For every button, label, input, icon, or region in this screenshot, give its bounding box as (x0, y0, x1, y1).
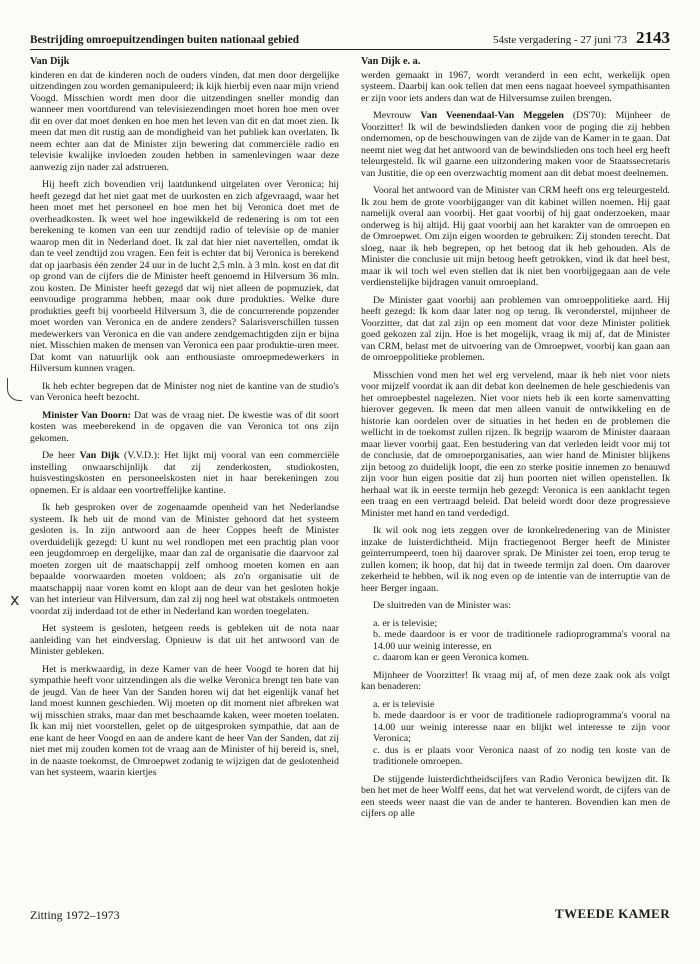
speaker-lead: De heer (42, 450, 80, 461)
paragraph: De stijgende luisterdichtheidscijfers van Radio Veronica bewijzen dit. Ik ben het met de heer Wolff eens, dat het wat vervelend wordt, de cijfers van de een steeds weer naast die van de ander te hanteren. Bovendien kan men de cijfers op alle (361, 773, 670, 819)
speech-text: (V.V.D.): Het lijkt mij vooral van een commerciële instelling onwaarschijnlijk dat zij zenderkosten, studiokosten, huisvestingskosten en personeelskosten niet in haar berekeningen zou opnemen. Er is aldaar een voortreffelijke kantine. (30, 450, 339, 496)
paragraph: Vooral het antwoord van de Minister van CRM heeft ons erg teleurgesteld. Ik zou hem de grote voorbijganger van dit kabinet willen noemen. Hij gaat namelijk overal aan voorbij. Het gaat voorbij of hij gaat onderzoeken, maar onderweg is hij altijd. Hij gaat voorbij aan het karakter van de omroepen en de Omroepwet. Om zijn eigen woorden te gebruiken: Zij stonden terecht. Dat sloeg, naar ik heb begrepen, op het betoog dat ik heb gehouden. Als de Minister die conclusie uit mijn betoog heeft getrokken, vind ik dat heel best, maar ik wil toch wel even stellen dat ik niet ben voorbijgegaan aan de vele verdienstelijke bijdragen vanuit omroepland. (361, 185, 670, 288)
list-item: c. dus is er plaats voor Veronica naast of zo nodig ten koste van de traditionele omroepen. (373, 744, 670, 767)
paragraph: Ik wil ook nog iets zeggen over de kronkelredenering van de Minister inzake de luisterdichtheid. Mijn fractiegenoot Berger heeft de Minister geïnterrumpeerd, toen hij daarover sprak. De Minister zei toen, erop terug te zullen komen; ik hoop, dat hij dat in tweede termijn zal doen. Om daarover zekerheid te hebben, wil ik nog even op de intentie van de interruptie van de heer Berger ingaan. (361, 525, 670, 594)
left-running-head: Van Dijk (30, 56, 70, 67)
footer-session: Zitting 1972–1973 (30, 908, 120, 922)
header-session: 54ste vergadering - 27 juni '73 (492, 34, 627, 46)
paragraph: De sluitreden van de Minister was: (373, 600, 511, 611)
right-column (361, 56, 670, 886)
speech-text: Dat was de vraag niet. De kwestie was of dit soort kosten was meeberekend in de opgaven die van Veronica tot ons zijn gekomen. (30, 409, 339, 444)
header-right (493, 29, 670, 46)
list-item: c. daarom kan er geen Veronica komen. (373, 652, 530, 663)
paragraph: Ik heb gesproken over de zogenaamde openheid van het Nederlandse systeem. Ik heb uit de mond van de Minister gehoord dat het systeem gesloten is. In zijn antwoord aan de heer Coppes heeft de Minister overduidelijk gezegd: U kunt nu wel rondlopen met een prachtig plan voor een jeugdomroep en dergelijke, maar dan zal de organisatie die daarvoor zal moeten zorgen uit de maatschappij zelf omhoog moeten komen en aan bepaalde voorwaarden moeten voldoen; als zo'n organisatie uit de maatschappij naar voren komt en klopt aan de deur van het gesloten hokje van het interieur van Hilversum, dan zal zij nog heel wat obstakels ontmoeten voordat zij inderdaad tot de ether in Nederland kan worden toegelaten. (30, 502, 339, 617)
page-number: 2143 (636, 28, 670, 47)
paragraph: Ik heb echter begrepen dat de Minister nog niet de kantine van de studio's van Veronica heeft bezocht. (30, 380, 339, 403)
list-item: b. mede daardoor is er voor de traditionele radioprogramma's vooral na 14.00 uur weinig interesse naar en blijkt wel interesse te zijn voor Veronica; (373, 710, 670, 744)
list-item: a. er is televisie (373, 698, 435, 710)
header-title: Bestrijding omroepuitzendingen buiten nationaal gebied (30, 34, 299, 46)
speaker-name: Van Dijk (79, 450, 120, 461)
speaker-lead: Mevrouw (373, 110, 421, 121)
right-running-head: Van Dijk e. a. (361, 56, 421, 67)
paragraph: kinderen en dat de kinderen noch de ouders vinden, dat men door dergelijke uitzendingen zou worden gemanipuleerd; ik kijk hierbij even naar mijn vriend Voogd. Misschien wordt men door die uitzendingen sneller mondig dan wanneer men voortdurend van televisiezendingen moet horen hoe men over dit en over dat moet denken en hoe men het leven van dit en dat moet zien. Ik meen dat men dit rustig aan de mondigheid van het publiek kan overlaten. Ik neem echter aan dat de Minister zijn bewering dat commerciële radio en televisie kwalijke invloeden zouden hebben in samenlevingen waar deze aanwezig zijn nader zal adstrueren. (30, 69, 339, 173)
margin-bracket-mark (7, 378, 22, 401)
paragraph-speech (30, 450, 339, 496)
paragraph-speech (30, 410, 339, 445)
paragraph: Misschien vond men het wel erg vervelend, maar ik heb niet voor niets voor mijzelf voordat ik aan dit debat kon deelnemen de hele geschiedenis van het omroepbestel nagelezen. Niet voor niets heb ik een korte samenvatting hierover gegeven. Ik meen dat men alleen vanuit de ontwikkeling en de historie kan oordelen over de situaties in het heden en de problemen die wellicht in de toekomst zullen rijzen. Ik begrijp waarom de Minister daaraan maar liever voorbij gaat. Een bestudering van dat verleden leidt voor mij tot de conclusie, dat de omroeporganisaties, aan wier hand de Minister blijkens zijn betoog zo duidelijk loopt, die een zo sterke positie innemen zo benauwd zijn voor hun eigen positie dat zij hun poorten niet willen openstellen. Ik herhaal wat ik in eerste termijn heb gezegd: Veronica is een aanklacht tegen een traag en een vertraagd beleid. Dat beleid wordt door deze progressieve Minister met hand en tand verdedigd. (361, 369, 670, 519)
left-column (30, 56, 339, 886)
paragraph: Mijnheer de Voorzitter! Ik vraag mij af, of men deze zaak ook als volgt kan benaderen: (361, 669, 670, 692)
margin-x-mark: x (10, 590, 20, 609)
paragraph: Hij heeft zich bovendien vrij laatdunkend uitgelaten over Veronica; hij heeft gezegd dat het niet gaat met de uurkosten en zich afgevraagd, waar het heen moet met het personeel en hoe men het bij Veronica doet met de overheadkosten. Ik weet wel hoe ingewikkeld de redenering is om tot een berekening te komen van een uur zendtijd radio of televisie op de manier waarop men dit in Nederland doet. Ik zal dat hier niet navertellen, omdat ik dan te veel zendtijd zou vragen. Een feit is echter dat bij Veronica is berekend dat op jaarbasis één zender 24 uur in de lucht 2,5 mln. à 3 mln. kost en dat dit op grond van de cijfers die de Minister heeft genoemd in Hilversum 36 mln. zou kosten. De Minister heeft gezegd dat wij niet alleen de popmuziek, dat eenvoudige programma hebben, maar ook dure produkties. Welke dure produkties geeft bij voorbeeld Hilversum 3, die de concurrerende popzender moet worden van Veronica en de andere zenders? Salarisverschillen tussen medewerkers van Veronica en die van andere zendgemachtigden zijn er bijna niet. Misschien maken de mensen van Veronica een paar produktie-uren meer. Dat komt van natuurlijk ook aan enthousiaste omroepmedewerkers in Hilversum kunnen vragen. (30, 179, 339, 374)
paragraph-speech (361, 110, 670, 179)
speech-text: Mijnheer de Voorzitter! Ik wil de bewindslieden danken voor de poging die zij hebben ondernomen, op de beschouwingen van de zijde van de Kamer in te gaan. Dat neemt niet weg dat het antwoord van de bewindslieden ons toch heel erg heeft teleurgesteld. Ik wil gaarne een uitzondering maken voor de Staatssecretaris van Justitie, die op een overzwachtig moment aan dit debat moest deelnemen. (361, 110, 670, 179)
paragraph: werden gemaakt in 1967, wordt veranderd in een echt, werkelijk open systeem. Daarbij kan ook tellen dat men eens nagaat hoeveel sympathisanten er zijn voor iets anders dan wat de Hilversumse zuilen brengen. (361, 69, 670, 104)
paragraph: De Minister gaat voorbij aan problemen van omroeppolitieke aard. Hij heeft gezegd: Ik kom daar later nog op terug. Ik veronderstel, mijnheer de Voorzitter, dat dat zal zijn op een moment dat voor deze Minister politiek goed gekozen zal zijn. Hoe is het mogelijk, vraag ik mij af, dat de Minister van CRM, belast met de uitvoering van de Omroepwet, voorbij kan gaan aan de omroeppolitieke problemen. (361, 294, 670, 363)
list-item: b. mede daardoor is er voor de traditionele radioprogramma's vooral na 14.00 uur weinig interesse, en (373, 629, 670, 652)
speaker-name: Minister Van Doorn: (42, 409, 131, 421)
speaker-party: (DS'70): (563, 110, 607, 121)
list-item: a. er is televisie; (373, 617, 438, 629)
speaker-name: Van Veenendaal-Van Meggelen (420, 110, 564, 121)
footer-chamber: TWEEDE KAMER (555, 906, 670, 921)
page-header (30, 22, 670, 50)
paragraph: Het is merkwaardig, in deze Kamer van de heer Voogd te horen dat hij sympathie heeft voor uitzendingen als die welke Veronica brengt ten bate van de jeugd. Van de heer Van der Sanden horen wij dat het eigenlijk vanaf het land moest kunnen geschieden. Wij moeten op dit moment niet afbreken wat wij misschien straks, maar dan met beschaamde kaken, weer moeten toelaten. Ik kan mij niet voorstellen, gelet op de uitgesproken sympathie, dat aan de ene kant de heer Voogd en aan de andere kant de heer Van der Sanden, dat zij niet met mij zouden komen tot de vraag aan de Minister of hij bereid is, snel, in de naaste toekomst, de Omroepwet zodanig te wijzigen dat de geslotenheid van het systeem, waarin kiertjes (30, 663, 339, 778)
paragraph: Het systeem is gesloten, hetgeen reeds is gebleken uit de nota naar aanleiding van het eindverslag. Opnieuw is dat uit het antwoord van de Minister gebleken. (30, 623, 339, 657)
